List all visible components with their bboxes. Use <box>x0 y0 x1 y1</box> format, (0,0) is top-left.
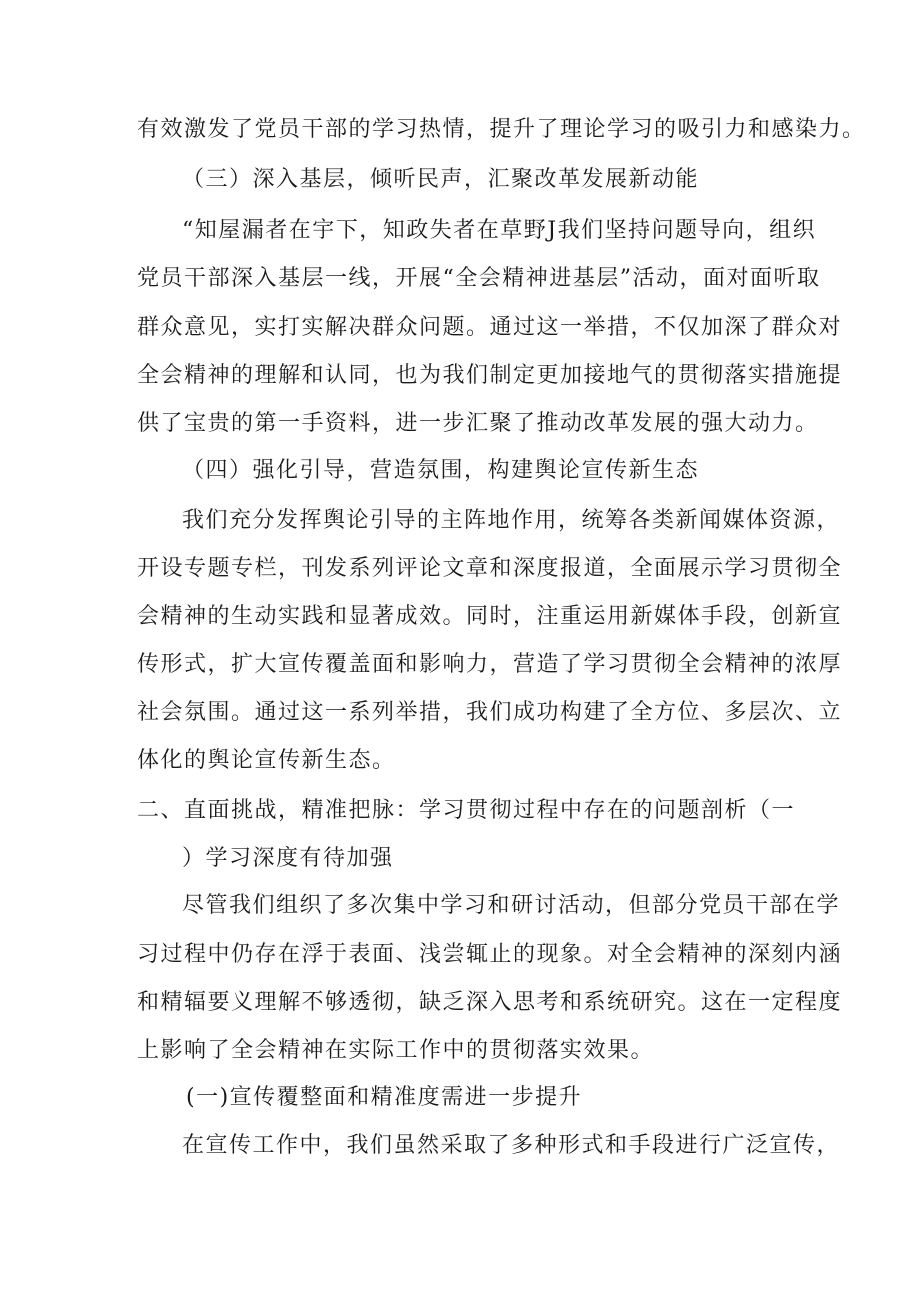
chapter-heading-2-continued: ）学习深度有待加强 <box>182 846 394 871</box>
paragraph-line: 群众意见，实打实解决群众问题。通过这一举措，不仅加深了群众对 <box>137 315 843 340</box>
paragraph-line: 体化的舆论宣传新生态。 <box>137 748 396 773</box>
paragraph-line: 会精神的生动实践和显著成效。同时，注重运用新媒体手段，创新宣 <box>137 604 843 629</box>
paragraph-line: 在宣传工作中，我们虽然采取了多种形式和手段进行广泛宣传， <box>182 1133 841 1158</box>
paragraph-line: 传形式，扩大宣传覆盖面和影响力，营造了学习贯彻全会精神的浓厚 <box>137 652 843 677</box>
section-heading-4: （四）强化引导，营造氛围，构建舆论宣传新生态 <box>182 458 700 483</box>
section-heading-1: (一)宣传覆整面和精准度需进一步提升 <box>186 1085 583 1110</box>
paragraph-line: “知屋漏者在宇下，知政失者在草野J我们坚持问题导向，组织 <box>182 218 817 243</box>
paragraph-line: 尽管我们组织了多次集中学习和研讨活动，但部分党员干部在学 <box>182 893 841 918</box>
section-heading-3: （三）深入基层，倾听民声，汇聚改革发展新动能 <box>182 167 700 192</box>
paragraph-line: 社会氛围。通过这一系列举措，我们成功构建了全方位、多层次、立 <box>137 700 843 725</box>
paragraph-line: 供了宝贵的第一手资料，进一步汇聚了推动改革发展的强大动力。 <box>137 411 819 436</box>
paragraph-line: 上影响了全会精神在实际工作中的贯彻落实效果。 <box>137 1038 655 1063</box>
paragraph-line: 党员干部深入基层一线，开展“全会精神进基层”活动，面对面听取 <box>137 266 821 291</box>
paragraph-line: 习过程中仍存在浮于表面、浅尝辄止的现象。对全会精神的深刻内涵 <box>137 942 843 967</box>
paragraph-line: 和精辐要义理解不够透彻，缺乏深入思考和系统研究。这在一定程度 <box>137 990 843 1015</box>
paragraph-line: 有效激发了党员干部的学习热情，提升了理论学习的吸引力和感染力。 <box>137 117 866 142</box>
paragraph-line: 全会精神的理解和认同，也为我们制定更加接地气的贯彻落实措施提 <box>137 363 843 388</box>
paragraph-line: 我们充分发挥舆论引导的主阵地作用，统筹各类新闻媒体资源， <box>182 508 841 533</box>
paragraph-line: 开设专题专栏，刊发系列评论文章和深度报道，全面展示学习贯彻全 <box>137 556 843 581</box>
chapter-heading-2: 二、直面挑战，精准把脉：学习贯彻过程中存在的问题剖析（一 <box>137 798 796 823</box>
